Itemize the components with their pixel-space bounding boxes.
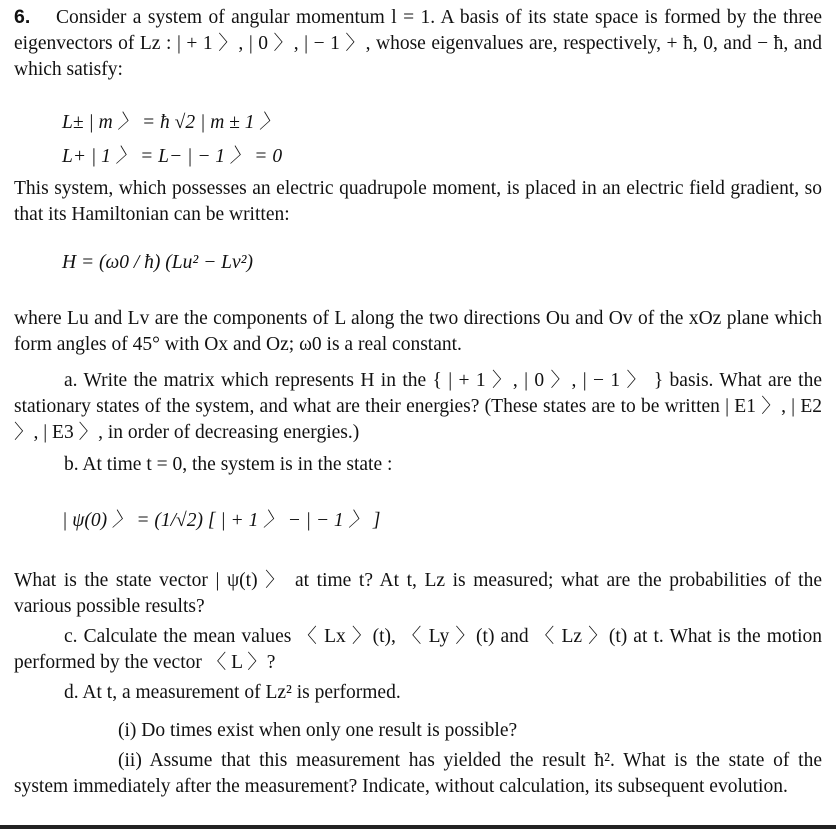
equation-ladder <box>62 106 279 134</box>
part-d-i: (i) Do times exist when only one result is possible? <box>118 720 518 741</box>
problem-number: 6. <box>14 6 31 28</box>
part-d: d. At t, a measurement of Lz² is performed. <box>64 682 401 703</box>
hamiltonian-equation <box>62 252 253 274</box>
intro-text: Consider a system of angular momentum l = 1. A basis of its state space is formed by the three eigenvectors of Lz : | + 1 〉, | 0 〉, | − 1 〉, whose eigenvalues are, respectively, + ħ, 0, and − ħ, and which satisfy: <box>14 7 823 80</box>
part-b-question: What is the state vector | ψ(t) 〉 at time t? At t, Lz is measured; what are the probabilities of the various possible results? <box>14 570 822 617</box>
part-a: a. Write the matrix which represents H in the { | + 1 〉, | 0 〉, | − 1 〉 } basis. What are the stationary states of the system, and what are their energies? (These states are to be written | E1 〉, | E2 〉, | E3 〉, in order of decreasing energies.) <box>14 370 822 443</box>
initial-state-text: | ψ(0) 〉 = (1/√2) [ | + 1 〉 − | − 1 〉 ] <box>62 510 381 531</box>
part-d-ii: (ii) Assume that this measurement has yielded the result ħ². What is the state of the system immediately after the measurement? Indicate, without calculation, its subsequent evolution. <box>14 750 822 797</box>
problem-intro <box>14 4 822 83</box>
bottom-rule <box>0 825 836 829</box>
equation-boundary-text: L+ | 1 〉 = L− | − 1 〉 = 0 <box>62 146 283 167</box>
context-paragraph: This system, which possesses an electric quadrupole moment, is placed in an electric field gradient, so that its Hamiltonian can be written: <box>14 178 822 225</box>
part-b: b. At time t = 0, the system is in the state : <box>64 454 393 475</box>
initial-state-equation <box>62 504 380 532</box>
hamiltonian-text: H = (ω0 / ħ) (Lu² − Lv²) <box>62 252 253 273</box>
equation-boundary <box>62 140 282 168</box>
where-paragraph: where Lu and Lv are the components of L along the two directions Ou and Ov of the xOz plane which form angles of 45° with Ox and Oz; ω0 is a real constant. <box>14 308 822 355</box>
part-c: c. Calculate the mean values 〈 Lx 〉(t), 〈 Ly 〉(t) and 〈 Lz 〉(t) at t. What is the motion performed by the vector 〈 L 〉? <box>14 626 822 673</box>
equation-ladder-text: L± | m 〉 = ħ √2 | m ± 1 〉 <box>62 112 279 133</box>
